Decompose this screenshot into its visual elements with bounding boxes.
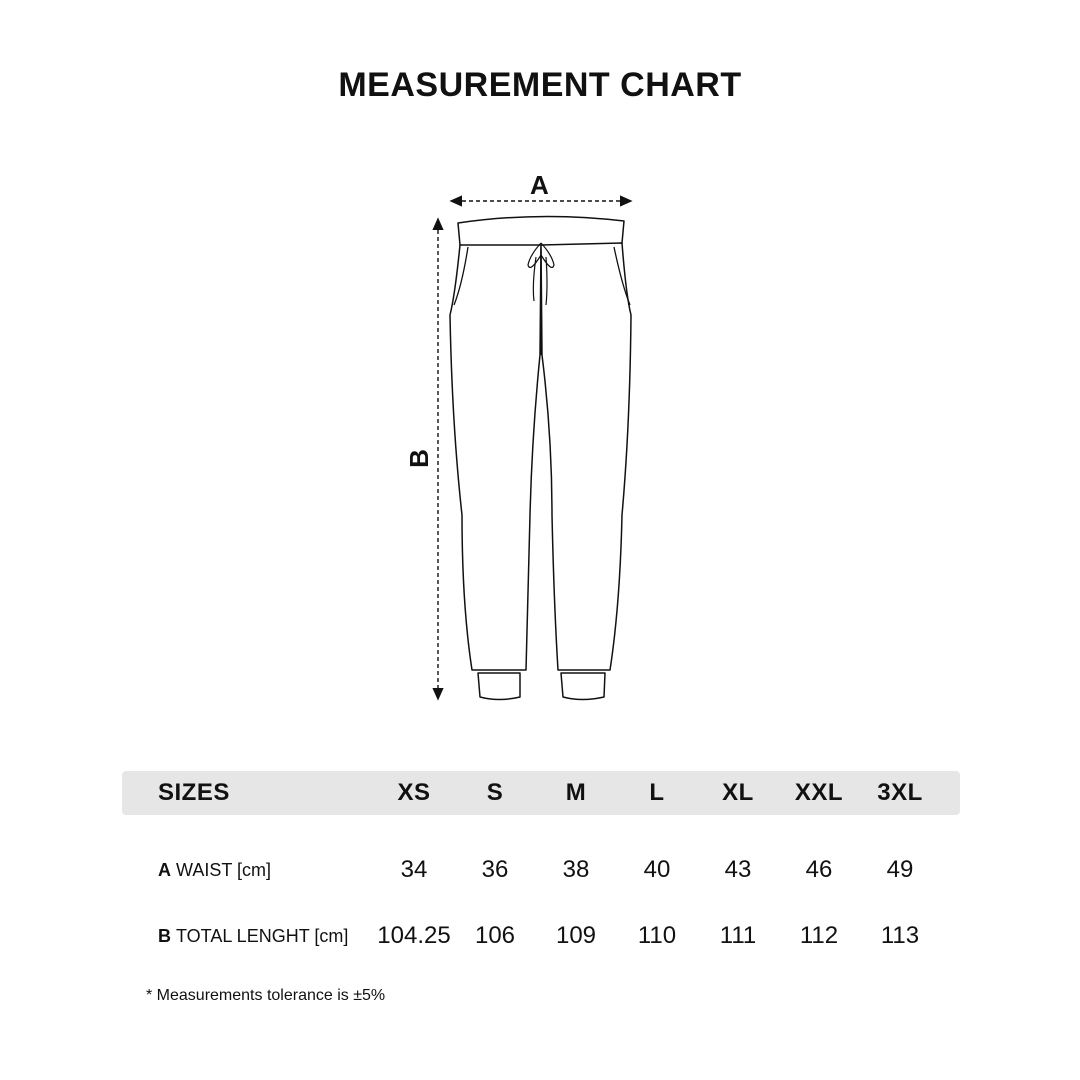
header-size-xs: XS: [397, 779, 431, 806]
header-label: SIZES: [158, 779, 230, 806]
table-row: [122, 903, 960, 969]
pants-illustration: [400, 165, 660, 710]
left-cuff: [478, 673, 520, 700]
table-cell: 110: [637, 922, 677, 949]
table-cell: 106: [474, 922, 516, 949]
row-label-text: TOTAL LENGHT [cm]: [176, 925, 349, 946]
pants-diagram: [400, 165, 660, 710]
row-label: [158, 903, 348, 969]
page-title: MEASUREMENT CHART: [338, 66, 742, 104]
table-cell: 36: [481, 856, 509, 883]
table-cell: 38: [562, 856, 590, 883]
right-leg: [541, 243, 631, 670]
table-cell: 43: [724, 856, 752, 883]
table-cell: 46: [805, 856, 833, 883]
table-cell: 40: [643, 856, 671, 883]
table-header-row: [122, 771, 960, 815]
table-cell: 104.25: [377, 922, 451, 949]
header-size-l: L: [649, 779, 665, 806]
header-size-s: S: [486, 779, 504, 806]
table-cell: 34: [400, 856, 428, 883]
table-cell: 109: [555, 922, 597, 949]
header-size-m: M: [565, 779, 587, 806]
row-letter: A: [158, 859, 171, 880]
table-cell: 112: [799, 922, 839, 949]
row-letter: B: [158, 925, 171, 946]
table-row: [122, 837, 960, 903]
dimension-label-b: B: [403, 449, 434, 468]
header-size-xxl: XXL: [794, 779, 844, 806]
dimension-label-a: A: [530, 170, 549, 200]
table-cell: 49: [886, 856, 914, 883]
row-label: [158, 837, 271, 903]
right-cuff: [561, 673, 605, 700]
tolerance-footnote: * Measurements tolerance is ±5%: [146, 987, 386, 1004]
table-cell: 111: [719, 922, 757, 949]
table-cell: 113: [880, 922, 920, 949]
left-leg: [450, 245, 541, 670]
header-size-xl: XL: [722, 779, 754, 806]
header-size-3xl: 3XL: [877, 779, 923, 806]
size-table: [122, 771, 960, 969]
row-label-text: WAIST [cm]: [176, 859, 272, 880]
